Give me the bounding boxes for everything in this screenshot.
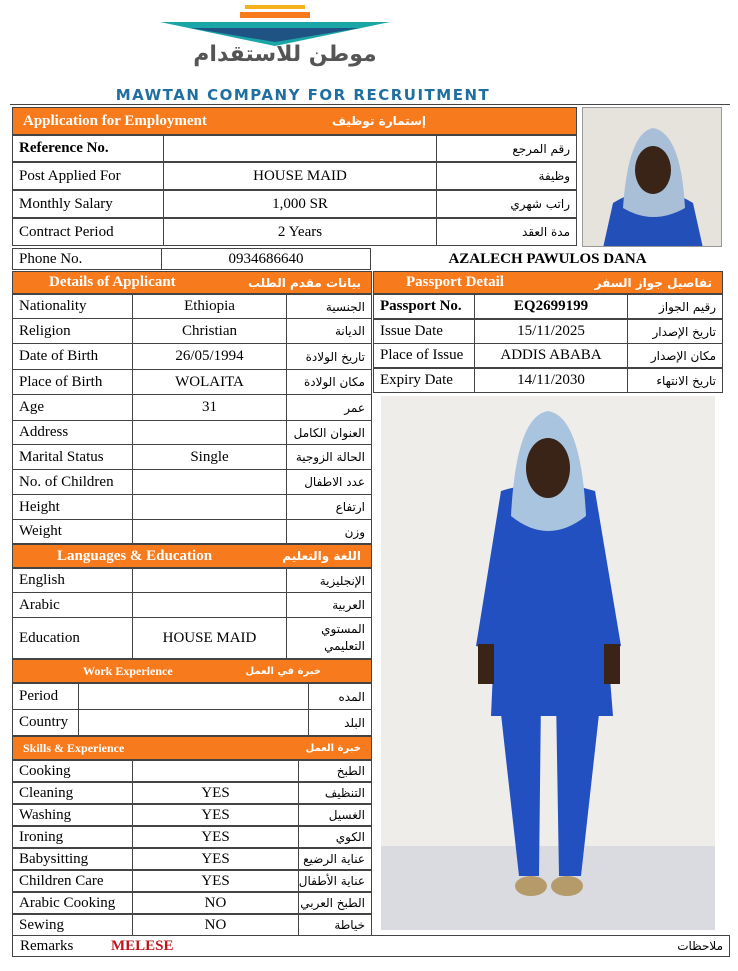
details-row-label: Marital Status bbox=[12, 444, 133, 470]
skills-row-label-ar: الطبخ bbox=[298, 760, 372, 782]
passport-row-value: 15/11/2025 bbox=[474, 319, 628, 344]
passport-row-label: Issue Date bbox=[373, 319, 475, 344]
skills-row-label-ar: الغسيل bbox=[298, 804, 372, 826]
company-logo bbox=[150, 0, 400, 88]
details-header bbox=[12, 271, 372, 294]
skills-row-value: YES bbox=[132, 848, 299, 870]
passport-row-label-ar: تاريخ الانتهاء bbox=[627, 368, 723, 393]
details-row-label-ar: تاريخ الولادة bbox=[286, 343, 372, 370]
passport-row-label-ar: تاريخ الإصدار bbox=[627, 319, 723, 344]
details-row-label-ar: الحالة الزوجية bbox=[286, 444, 372, 470]
passport-row-label: Passport No. bbox=[373, 294, 475, 319]
languages-row-label: Education bbox=[12, 617, 133, 659]
details-row-value: WOLAITA bbox=[132, 369, 287, 395]
skills-row-label: Sewing bbox=[12, 914, 133, 936]
skills-row-value: NO bbox=[132, 892, 299, 914]
details-row-value bbox=[132, 519, 287, 544]
details-row-value: Christian bbox=[132, 318, 287, 344]
details-title-en: Details of Applicant bbox=[49, 274, 176, 290]
top-field-row-label-ar: وظيفة bbox=[436, 162, 577, 190]
top-field-row-label-ar: رقم المرجع bbox=[436, 135, 577, 162]
languages-row-value bbox=[132, 592, 287, 618]
languages-row-label-ar: العربية bbox=[286, 592, 372, 618]
skills-row-label-ar: الطبخ العربي bbox=[298, 892, 372, 914]
remarks-value: MELESE bbox=[111, 938, 174, 954]
phone-value: 0934686640 bbox=[161, 248, 371, 270]
passport-row-label: Place of Issue bbox=[373, 343, 475, 368]
details-row-label-ar: العنوان الكامل bbox=[286, 420, 372, 445]
details-row-label-ar: الجنسية bbox=[286, 294, 372, 319]
details-row-label-ar: مكان الولادة bbox=[286, 369, 372, 395]
work-title-ar: خبرة في العمل bbox=[245, 665, 321, 677]
passport-row-value: EQ2699199 bbox=[474, 294, 628, 319]
details-row-label: Weight bbox=[12, 519, 133, 544]
details-row-label-ar: الديانة bbox=[286, 318, 372, 344]
skills-row-label: Arabic Cooking bbox=[12, 892, 133, 914]
details-row-label-ar: عمر bbox=[286, 394, 372, 421]
phone-label: Phone No. bbox=[12, 248, 162, 270]
skills-row-label: Cooking bbox=[12, 760, 133, 782]
skills-row-label-ar: عناية الرضيع bbox=[298, 848, 372, 870]
applicant-name: AZALECH PAWULOS DANA bbox=[448, 250, 647, 267]
skills-row-label: Cleaning bbox=[12, 782, 133, 804]
details-title-ar: بيانات مقدم الطلب bbox=[247, 275, 361, 290]
passport-row-value: ADDIS ABABA bbox=[474, 343, 628, 368]
passport-row-label: Expiry Date bbox=[373, 368, 475, 393]
top-field-row-label: Post Applied For bbox=[12, 162, 164, 190]
languages-title-en: Languages & Education bbox=[57, 547, 213, 564]
details-row-label: Religion bbox=[12, 318, 133, 344]
remarks-label: Remarks bbox=[20, 938, 74, 954]
skills-row-value: YES bbox=[132, 826, 299, 848]
work-row-label: Period bbox=[12, 683, 79, 710]
details-row-label-ar: عدد الاطفال bbox=[286, 469, 372, 495]
skills-title-ar: خبرة العمل bbox=[305, 742, 361, 754]
application-title-ar: إستمارة توظيف bbox=[331, 114, 426, 128]
details-row-value: Ethiopia bbox=[132, 294, 287, 319]
details-row-label-ar: ارتفاع bbox=[286, 494, 372, 520]
passport-row-value: 14/11/2030 bbox=[474, 368, 628, 393]
languages-row-label-ar: المستوي التعليمي bbox=[286, 617, 372, 659]
top-field-row-label: Reference No. bbox=[12, 135, 164, 162]
details-row-label: Nationality bbox=[12, 294, 133, 319]
remarks-row bbox=[12, 935, 730, 957]
passport-title-ar: تفاصيل جواز السفر bbox=[594, 275, 712, 290]
languages-title-ar: اللغة والتعليم bbox=[282, 549, 361, 563]
details-row-value bbox=[132, 494, 287, 520]
work-row-value bbox=[78, 683, 309, 710]
skills-row-label: Washing bbox=[12, 804, 133, 826]
details-row-label: Date of Birth bbox=[12, 343, 133, 370]
passport-row-label-ar: مكان الإصدار bbox=[627, 343, 723, 368]
languages-row-label: English bbox=[12, 568, 133, 593]
work-row-label: Country bbox=[12, 709, 79, 736]
passport-title-en: Passport Detail bbox=[406, 274, 504, 290]
skills-row-value: YES bbox=[132, 804, 299, 826]
skills-row-value bbox=[132, 760, 299, 782]
top-field-row-label: Contract Period bbox=[12, 218, 164, 246]
languages-row-label: Arabic bbox=[12, 592, 133, 618]
languages-header bbox=[12, 544, 372, 568]
top-field-row-label-ar: راتب شهري bbox=[436, 190, 577, 218]
skills-row-label: Ironing bbox=[12, 826, 133, 848]
details-row-label: Height bbox=[12, 494, 133, 520]
skills-row-label-ar: الكوي bbox=[298, 826, 372, 848]
languages-row-value bbox=[132, 568, 287, 593]
work-row-label-ar: المده bbox=[308, 683, 372, 710]
languages-row-value: HOUSE MAID bbox=[132, 617, 287, 659]
details-row-label: No. of Children bbox=[12, 469, 133, 495]
application-header bbox=[12, 107, 577, 135]
company-name: MAWTAN COMPANY FOR RECRUITMENT bbox=[115, 86, 491, 104]
top-field-row-value: 1,000 SR bbox=[163, 190, 437, 218]
work-row-label-ar: البلد bbox=[308, 709, 372, 736]
applicant-full-body-photo bbox=[381, 396, 715, 930]
details-row-value: 26/05/1994 bbox=[132, 343, 287, 370]
logo-arabic-text: موطن للاستقدام bbox=[193, 42, 377, 67]
details-row-label: Place of Birth bbox=[12, 369, 133, 395]
details-row-label-ar: وزن bbox=[286, 519, 372, 544]
skills-row-value: YES bbox=[132, 782, 299, 804]
skills-row-label-ar: خياطة bbox=[298, 914, 372, 936]
top-field-row-label-ar: مدة العقد bbox=[436, 218, 577, 246]
work-title-en: Work Experience bbox=[83, 663, 173, 678]
skills-row-label: Babysitting bbox=[12, 848, 133, 870]
languages-row-label-ar: الإنجليزية bbox=[286, 568, 372, 593]
work-row-value bbox=[78, 709, 309, 736]
passport-row-label-ar: رقيم الجواز bbox=[627, 294, 723, 319]
details-row-label: Address bbox=[12, 420, 133, 445]
remarks-label-ar: ملاحظات bbox=[677, 939, 723, 953]
skills-header bbox=[12, 736, 372, 760]
application-title-en: Application for Employment bbox=[23, 112, 207, 129]
work-header bbox=[12, 659, 372, 683]
details-row-value bbox=[132, 420, 287, 445]
skills-row-value: NO bbox=[132, 914, 299, 936]
details-row-label: Age bbox=[12, 394, 133, 421]
skills-row-value: YES bbox=[132, 870, 299, 892]
top-field-row-value: 2 Years bbox=[163, 218, 437, 246]
top-field-row-value: HOUSE MAID bbox=[163, 162, 437, 190]
details-row-value: 31 bbox=[132, 394, 287, 421]
top-field-row-value bbox=[163, 135, 437, 162]
top-field-row-label: Monthly Salary bbox=[12, 190, 164, 218]
applicant-portrait-photo bbox=[582, 107, 722, 247]
skills-title-en: Skills & Experience bbox=[23, 740, 125, 755]
details-row-value: Single bbox=[132, 444, 287, 470]
skills-row-label-ar: عناية الأطفال bbox=[298, 870, 372, 892]
details-row-value bbox=[132, 469, 287, 495]
skills-row-label-ar: التنظيف bbox=[298, 782, 372, 804]
skills-row-label: Children Care bbox=[12, 870, 133, 892]
passport-header bbox=[373, 271, 723, 294]
